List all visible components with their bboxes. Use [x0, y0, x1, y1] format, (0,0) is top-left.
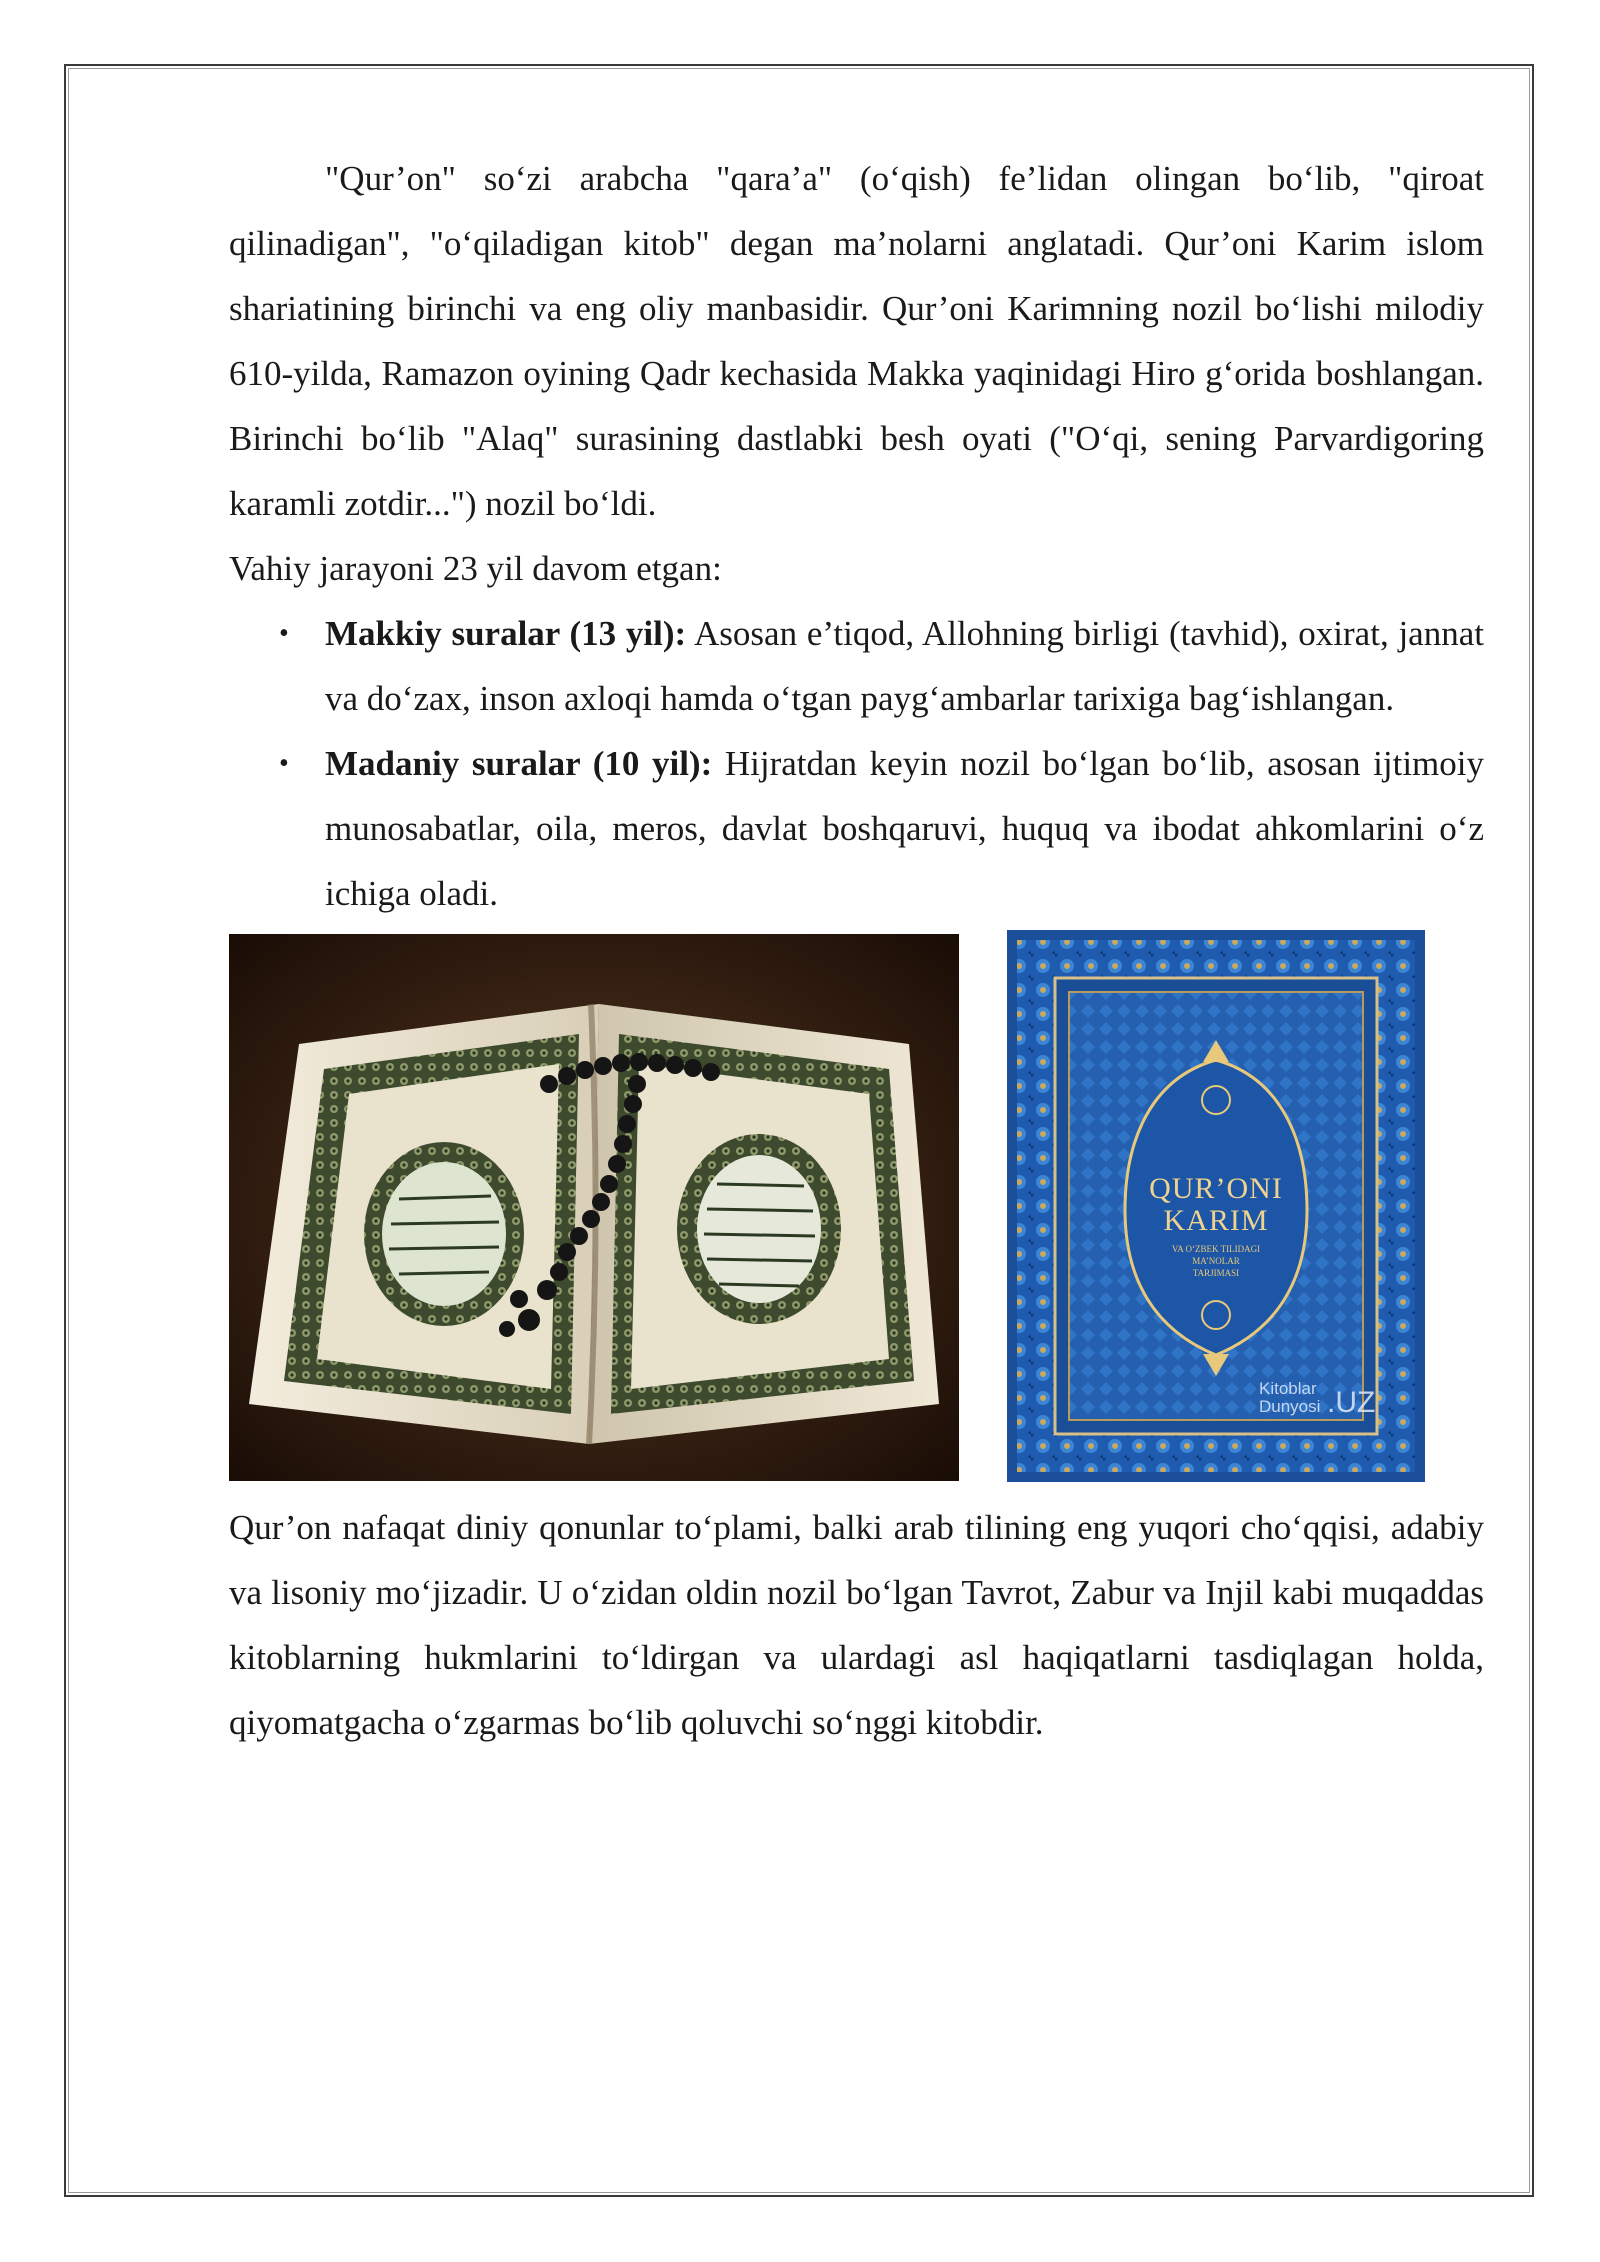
watermark-suffix: .UZ	[1327, 1386, 1376, 1419]
document-content	[229, 146, 1484, 1755]
watermark-line2: Dunyosi	[1259, 1397, 1321, 1416]
cover-subtitle-line2: MA’NOLAR	[1192, 1256, 1240, 1266]
quran-book-cover	[1007, 930, 1425, 1482]
intro-paragraph: "Qur’on" so‘zi arabcha "qara’a" (o‘qish) fe’lidan olingan bo‘lib, "qiroat qilinadigan", "o‘qiladigan kitob" degan ma’nolarni anglatadi. Qur’oni Karim islom shariatining birinchi va eng oliy manbasidir. Qur’oni Karimning nozil bo‘lishi milodiy 610-yilda, Ramazon oyining Qadr kechasida Makka yaqinidagi Hiro g‘orida boshlangan. Birinchi bo‘lib "Alaq" surasining dastlabki besh oyati ("O‘qi, sening Parvardigoring karamli zotdir...") nozil bo‘ldi.	[229, 159, 1484, 523]
closing-paragraph: Qur’on nafaqat diniy qonunlar to‘plami, balki arab tilining eng yuqori cho‘qqisi, adabiy va lisoniy mo‘jizadir. U o‘zidan oldin nozil bo‘lgan Tavrot, Zabur va Injil kabi muqaddas kitoblarning hukmlarini to‘ldirgan va ulardagi asl haqiqatlarni tasdiqlagan holda, qiyomatgacha o‘zgarmas bo‘lib qoluvchi so‘nggi kitobdir.	[229, 1508, 1484, 1742]
cover-title-line1: QUR’ONI	[1149, 1172, 1283, 1205]
open-quran-photo	[229, 934, 959, 1481]
list-item-text: Hijratdan keyin nozil bo‘lgan bo‘lib, asosan ijtimoiy munosabatlar, oila, meros, davlat boshqaruvi, huquq va ibodat ahkomlarini o‘z ichiga oladi.	[325, 744, 1484, 913]
bullet-icon: •	[279, 618, 289, 649]
list-item-makkiy	[229, 601, 1484, 731]
watermark-line1: Kitoblar	[1259, 1379, 1317, 1398]
cover-subtitle-line1: VA O‘ZBEK TILIDAGI	[1171, 1244, 1261, 1254]
list-item-text: Asosan e’tiqod, Allohning birligi (tavhid), oxirat, jannat va do‘zax, inson axloqi hamda o‘tgan payg‘ambarlar tarixiga bag‘ishlangan.	[325, 614, 1484, 718]
cover-title-line2: KARIM	[1163, 1204, 1269, 1237]
cover-subtitle-line3: TARJIMASI	[1192, 1268, 1240, 1278]
image-row	[229, 930, 1484, 1495]
bullet-icon: •	[279, 748, 289, 779]
list-item-madaniy	[229, 731, 1484, 926]
list-item-heading: Madaniy suralar (10 yil):	[325, 744, 713, 783]
list-item-heading: Makkiy suralar (13 yil):	[325, 614, 687, 653]
sura-list	[229, 601, 1484, 926]
revelation-duration-paragraph: Vahiy jarayoni 23 yil davom etgan:	[229, 549, 722, 588]
